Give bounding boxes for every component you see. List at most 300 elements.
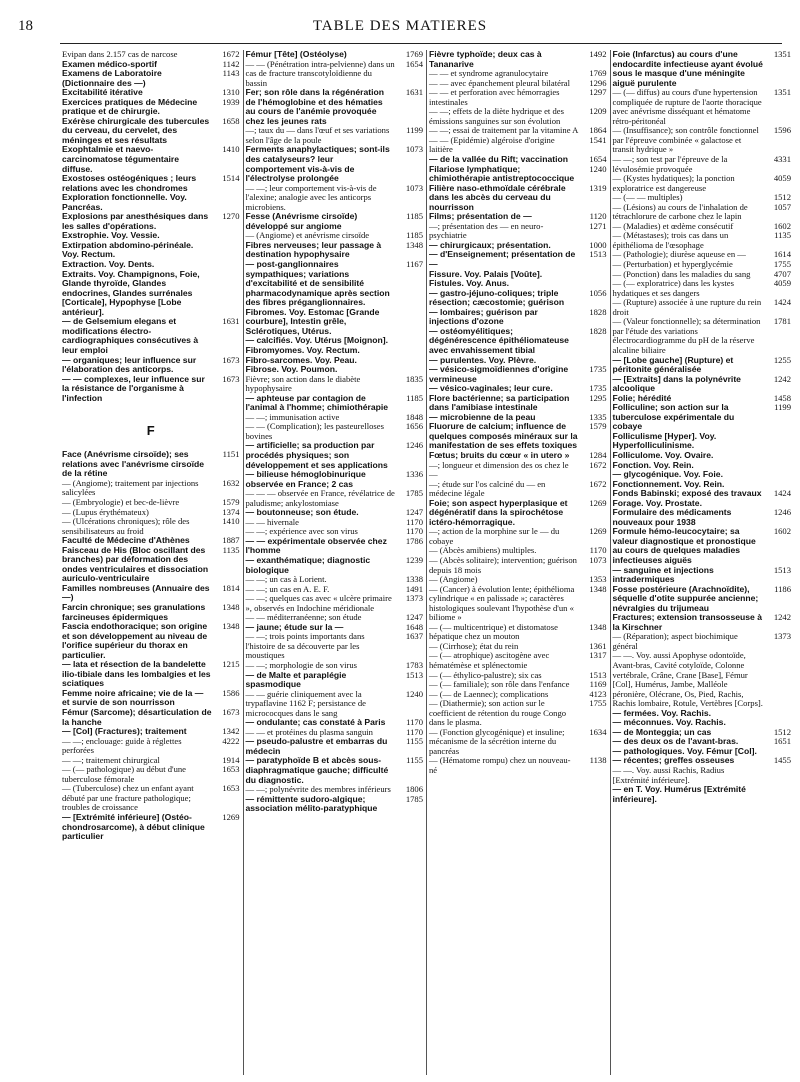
entry-text: Exostoses ostéogéniques ; leurs relations avec les chondromes <box>62 173 197 193</box>
entry-page-ref: 1410 <box>222 144 240 155</box>
entry-page-ref: 1151 <box>222 449 240 460</box>
index-entry <box>62 517 240 536</box>
entry-text: Fistules. Voy. Anus. <box>429 278 510 289</box>
entry-text: Extraits. Voy. Champignons, Foie, Glande thyroïde, Glandes endocrines, Glandes surrénales [Corticale], Hypophyse [Lobe antérieur]. <box>62 268 200 317</box>
entry-page-ref: 1270 <box>222 211 240 222</box>
entry-page-ref: 1654 <box>405 58 423 69</box>
index-entry <box>62 603 240 622</box>
entry-text: Fonds Babinski; exposé des travaux <box>612 488 762 499</box>
index-entry <box>246 394 424 413</box>
entry-page-ref: 1138 <box>589 755 607 766</box>
index-entry <box>62 270 240 318</box>
entry-page-ref: 1317 <box>589 650 607 661</box>
entry-text: Extirpation abdomino-périnéale. Voy. Rectum. <box>62 239 194 260</box>
entry-page-ref: 1185 <box>406 211 423 222</box>
entry-text: Examens de Laboratoire (Dictionnaire des —) <box>62 68 162 88</box>
entry-text: —; taux du — dans l'œuf et ses variations selon l'âge de la poule <box>245 125 390 145</box>
entry-text: — (Tuberculose) chez un enfant ayant débuté par une fracture pathologique; troubles de croissance <box>62 783 194 813</box>
entry-page-ref: 1170 <box>406 526 423 537</box>
entry-page-ref: 1492 <box>589 50 607 59</box>
index-entry <box>62 546 240 584</box>
entry-page-ref: 1602 <box>773 220 791 231</box>
entry-page-ref: 1073 <box>405 144 423 155</box>
index-entry <box>429 165 607 184</box>
entry-page-ref: 1602 <box>773 526 791 537</box>
entry-text: Formule hémo-leucocytaire; sa valeur diagnostique et pronostique au cours de quelques maladies infectieuses aiguës <box>612 526 756 565</box>
index-entry <box>246 489 424 508</box>
index-entry <box>62 660 240 689</box>
entry-text: Exploration fonctionnelle. Voy. Pancréas. <box>62 192 187 212</box>
entry-page-ref: 1000 <box>589 239 607 250</box>
entry-page-ref <box>763 451 791 461</box>
entry-text: Fascia endothoracique; son origine et son développement au niveau de l'orifice supérieur du thorax en particulier. <box>62 621 208 660</box>
entry-text: — (— exploratrice) dans les kystes hydatiques et ses dangers <box>612 278 734 298</box>
page-title: TABLE DES MATIERES <box>312 18 488 34</box>
index-column-2 <box>244 50 428 1075</box>
entry-text: Fibres nerveuses; leur passage à destination hypophysaire <box>245 239 382 260</box>
entry-text: — gastro-jéjuno-coliques; triple résection; cæcostomie; guérison <box>429 287 565 308</box>
entry-text: Fibro-sarcomes. Voy. Peau. <box>245 354 357 365</box>
entry-text: Exercices pratiques de Médecine pratique et de chirurgie. <box>62 96 198 117</box>
entry-page-ref: 1656 <box>405 421 423 432</box>
entry-page-ref: 1351 <box>773 87 791 98</box>
index-entry <box>429 651 607 670</box>
entry-text: — purulentes. Voy. Plèvre. <box>429 354 537 365</box>
entry-text: — aphteuse par contagion de l'animal à l'homme; chimiothérapie <box>245 392 389 413</box>
entry-text: Folliculome. Voy. Ovaire. <box>612 449 714 460</box>
index-entry <box>62 212 240 231</box>
entry-page-ref: 1458 <box>773 392 791 403</box>
index-entry <box>246 260 424 308</box>
entry-page-ref <box>395 308 423 337</box>
entry-text: — [Extrémité inférieure] (Ostéo-chondrosarcome), à début clinique particulier <box>62 812 205 842</box>
index-entry <box>613 632 792 651</box>
entry-text: — (Perturbation) et hyperglycémie <box>612 259 733 270</box>
page-header <box>18 18 782 44</box>
entry-text: — méconnues. Voy. Rachis. <box>612 717 726 728</box>
entry-text: Ferments anaphylactiques; sont-ils des catalyseurs? leur comportement vis-à-vis de l'électrolyse prolongée <box>245 144 390 184</box>
index-entry <box>613 585 792 614</box>
entry-page-ref: 1169 <box>589 679 607 690</box>
index-entry <box>429 480 607 499</box>
entry-text: — (Abcès solitaire); intervention; guérison depuis 18 mois <box>429 554 577 575</box>
entry-page-ref: 1336 <box>405 469 423 480</box>
index-entry <box>613 317 792 355</box>
entry-text: Fémur [Tête] (Ostéolyse) <box>245 50 347 59</box>
entry-text: — microbienne de la peau <box>429 411 536 422</box>
index-entry <box>429 499 607 528</box>
entry-page-ref: 1512 <box>773 726 791 737</box>
entry-text: Forage. Voy. Prostate. <box>612 497 702 508</box>
entry-page-ref: 1269 <box>589 497 607 508</box>
index-entry <box>613 298 792 317</box>
entry-page-ref: 1514 <box>222 173 240 184</box>
entry-page-ref: 1057 <box>773 201 791 212</box>
entry-text: Faculté de Médecine d'Athènes <box>62 535 190 546</box>
entry-text: Exstrophie. Voy. Vessie. <box>62 230 160 241</box>
entry-page-ref: 1887 <box>222 535 240 546</box>
index-entry <box>62 69 240 88</box>
entry-text: — (Diathermie); son action sur le coefficient de rétention du rouge Congo dans le plasma. <box>429 698 567 728</box>
entry-text: Fonctionnement. Voy. Rein. <box>612 478 725 489</box>
entry-text: Excitabilité itérative <box>62 87 143 98</box>
entry-page-ref: 1424 <box>773 297 791 308</box>
index-entry <box>246 212 424 231</box>
index-entry <box>429 623 607 642</box>
entry-text: — exanthématique; diagnostic biologique <box>245 554 371 575</box>
entry-text: Fissure. Voy. Palais [Voûte]. <box>429 268 543 279</box>
entry-page-ref: 1828 <box>589 306 607 317</box>
index-entry <box>613 279 792 298</box>
index-entry <box>429 50 607 69</box>
entry-text: — fermées. Voy. Rachis. <box>612 707 712 718</box>
entry-text: — (Angiome); traitement par injections salicylées <box>62 477 199 498</box>
index-entry <box>613 155 792 174</box>
entry-page-ref: 1073 <box>589 554 607 565</box>
index-entry <box>613 356 792 375</box>
entry-text: — de Monteggia; un cas <box>612 726 712 737</box>
index-entry <box>429 756 607 775</box>
entry-text: — —; enclouage: guide à réglettes perforées <box>62 735 182 756</box>
entry-page-ref: 1170 <box>406 516 423 527</box>
index-entry <box>613 203 792 222</box>
entry-text: — (Réparation); aspect biochimique général <box>612 631 738 651</box>
index-entry <box>429 88 607 107</box>
index-entry <box>62 450 240 479</box>
entry-page-ref: 1353 <box>589 574 607 585</box>
entry-text: — (Fonction glycogénique) et insuline; mécanisme de la sécrétion interne du pancréas <box>429 726 565 756</box>
index-entry <box>246 184 424 213</box>
entry-text: — boutonneuse; son étude. <box>245 507 359 518</box>
entry-text: — —; immunisation active <box>245 411 340 422</box>
index-entry <box>429 250 607 269</box>
index-entry <box>613 231 792 250</box>
index-entry <box>246 556 424 575</box>
index-entry <box>613 566 792 585</box>
entry-page-ref <box>395 346 423 356</box>
index-entry <box>246 756 424 785</box>
entry-text: — — avec épanchement pleural bilatéral <box>429 77 571 88</box>
index-entry <box>246 441 424 470</box>
entry-page-ref: 1673 <box>222 373 240 384</box>
entry-page-ref: 1269 <box>222 812 240 823</box>
entry-page-ref: 1631 <box>405 87 423 98</box>
entry-text: — de Gelsemium elegans et modifications électro-cardiographiques consécutives à leur emploi <box>62 316 199 355</box>
entry-text: — calcifiés. Voy. Utérus [Moignon]. <box>245 335 388 346</box>
entry-page-ref: 1541 <box>589 134 607 145</box>
index-column-1 <box>60 50 244 1075</box>
entry-text: — (Rupture) associée à une rupture du rein droit <box>612 297 762 317</box>
entry-text: Folie; hérédité <box>612 392 672 403</box>
entry-text: Exérèse chirurgicale des tubercules du cerveau, du cervelet, des méninges et ses résultats <box>62 115 210 145</box>
entry-page-ref: 1755 <box>773 259 791 270</box>
entry-page-ref <box>763 432 791 451</box>
index-entry <box>62 375 240 404</box>
entry-page-ref: 1513 <box>405 669 423 680</box>
entry-text: — — (Pénétration intra-pelvienne) dans un cas de fracture transcotyloïdienne du bassin <box>245 58 395 88</box>
index-entry <box>246 470 424 489</box>
entry-page-ref: 1755 <box>589 698 607 709</box>
entry-page-ref: 1631 <box>222 316 240 327</box>
entry-text: — de Malte et paraplégie spasmodique <box>245 669 347 690</box>
entry-text: Fibromyomes. Voy. Rectum. <box>245 344 360 355</box>
entry-page-ref: 1596 <box>773 125 791 136</box>
entry-text: — — et perforation avec hémorragies intestinales <box>429 87 560 107</box>
entry-page-ref: 1167 <box>406 259 423 270</box>
entry-text: Fièvre typhoïde; deux cas à Tananarive <box>429 50 542 69</box>
entry-page-ref: 1142 <box>222 58 240 69</box>
entry-page-ref: 1170 <box>406 726 423 737</box>
entry-page-ref: 1351 <box>773 50 791 59</box>
index-entry <box>62 765 240 784</box>
entry-page-ref: 1240 <box>589 163 607 174</box>
entry-text: Farcin chronique; ses granulations farcineuses épidermiques <box>62 601 206 622</box>
entry-page-ref: 1648 <box>405 621 423 632</box>
entry-page-ref: 1769 <box>589 68 607 79</box>
index-entry <box>429 527 607 546</box>
entry-text: — —; traitement chirurgical <box>62 754 160 765</box>
entry-page-ref: 1215 <box>222 659 240 670</box>
index-entry <box>429 461 607 480</box>
entry-page-ref: 4123 <box>589 688 607 699</box>
entry-text: — [Lobe gauche] (Rupture) et péritonite généralisée <box>612 354 734 375</box>
entry-page-ref: 1271 <box>589 220 607 231</box>
entry-text: — (Lésions) au cours de l'inhalation de tétrachlorure de carbone chez le lapin <box>612 201 748 222</box>
entry-text: Fémur (Sarcome); désarticulation de la hanche <box>62 707 212 727</box>
entry-page-ref <box>763 785 791 804</box>
entry-text: — (Insuffisance); son contrôle fonctionnel par l'épreuve combinée « galactose et transit hydrique » <box>612 125 759 155</box>
entry-text: — —; un cas en A. E. F. <box>245 583 330 594</box>
entry-page-ref: 1338 <box>405 574 423 585</box>
entry-text: — (Valeur fonctionnelle); sa détermination par l'étude des variations électrocardiogramme du pH de la réserve alcaline biliaire <box>612 316 761 355</box>
entry-page-ref: 1455 <box>773 755 791 766</box>
entry-page-ref: 1155 <box>406 736 423 747</box>
entry-page-ref <box>212 193 240 212</box>
entry-text: — —; quelques cas avec « ulcère primaire », observés en Indochine méridionale <box>245 593 392 613</box>
index-entry <box>62 784 240 813</box>
index-entry <box>62 737 240 756</box>
entry-text: — en T. Voy. Humérus [Extrémité inférieure]. <box>612 784 746 804</box>
entry-text: — (— diffus) au cours d'une hypertension compliquée de rupture de l'aorte thoracique avec anévrisme disséquant et hématome rétro-péritonéal <box>612 87 762 126</box>
entry-page-ref: 1781 <box>773 316 791 327</box>
entry-page-ref: 1632 <box>222 477 240 488</box>
index-entry <box>246 671 424 690</box>
entry-text: —; longueur et dimension des os chez le — <box>429 459 569 480</box>
index-entry <box>429 107 607 126</box>
entry-text: — post-ganglionnaires sympathiques; variations d'excitabilité et de sensibilité pharmacodynamique après section des fibres préganglionnaires. <box>245 259 390 308</box>
index-entry <box>613 375 792 394</box>
entry-text: — pseudo-palustre et embarras du médecin <box>245 736 388 756</box>
index-entry <box>62 174 240 193</box>
index-entry <box>62 98 240 117</box>
entry-text: Flore bactérienne; sa participation dans l'amibiase intestinale <box>429 392 570 413</box>
entry-text: Foie (Infarctus) au cours d'une endocardite infectieuse ayant évolué sous le masque d'une méningite aiguë purulente <box>612 50 763 88</box>
entry-text: — — (Epidémie) algéroise d'origine laitière <box>429 134 555 155</box>
entry-page-ref: 1373 <box>405 593 423 604</box>
entry-page-ref: 1491 <box>405 583 423 594</box>
entry-page-ref <box>395 336 423 346</box>
entry-page-ref: 1242 <box>773 373 791 384</box>
entry-page-ref: 1348 <box>589 583 607 594</box>
entry-text: — (— de Laennec); complications <box>429 688 549 699</box>
entry-page-ref: 1247 <box>405 612 423 623</box>
entry-text: Exophtalmie et naevo-carcinomatose tégumentaire diffuse. <box>62 144 180 174</box>
entry-text: — [Col] (Fractures); traitement <box>62 726 187 737</box>
entry-text: — récentes; greffes osseuses <box>612 755 735 766</box>
index-entry <box>429 289 607 308</box>
index-entry <box>62 317 240 355</box>
entry-text: Faisceau de His (Bloc oscillant des branches) par déformation des ondes ventriculaires et dissociation auriculo-ventriculaire <box>62 544 209 584</box>
entry-page-ref <box>212 270 240 318</box>
entry-page-ref: 1735 <box>589 383 607 394</box>
index-entry <box>613 508 792 527</box>
entry-text: —; étude sur l'os calciné du — en médecine légale <box>429 478 546 499</box>
entry-page-ref <box>212 260 240 270</box>
index-entry <box>246 537 424 556</box>
index-entry <box>246 594 424 613</box>
entry-text: — — (Complication); les pasteurelloses bovines <box>245 421 384 441</box>
entry-text: — (Cirrhose); état du rein <box>429 640 519 651</box>
index-entry <box>429 556 607 575</box>
entry-text: — —; leur comportement vis-à-vis de l'alexine; analogie avec les anticorps microbiens. <box>245 182 377 212</box>
entry-text: Formulaire des médicaments nouveaux pour 1938 <box>612 507 732 527</box>
index-entry <box>246 422 424 441</box>
index-entry <box>429 222 607 241</box>
entry-text: — glycogénique. Voy. Foie. <box>612 469 723 480</box>
entry-page-ref: 1864 <box>589 125 607 136</box>
entry-text: Femme noire africaine; vie de la — et survie de son nourrisson <box>62 687 204 708</box>
entry-text: — (Hématome rompu) chez un nouveau-né <box>429 755 571 776</box>
entry-text: — organiques; leur influence sur l'élaboration des anticorps. <box>62 354 197 375</box>
entry-page-ref: 4222 <box>222 735 240 746</box>
entry-page-ref: 1185 <box>406 392 423 403</box>
entry-page-ref: 1310 <box>222 87 240 98</box>
entry-text: — —. Voy. aussi Apophyse odontoïde, Avant-bras, Cavité cotyloïde, Colonne vertébrale, Crâne, Crane [Base], Fémur [Col], Humérus, Jambe, Malléole péronière, Olécrane, Os, Pied, Rachis, Rachis lombaire, Rotule, Vertèbres [Corps]. <box>612 650 763 709</box>
entry-page-ref: 1651 <box>773 736 791 747</box>
entry-text: — (— familiale); son rôle dans l'enfance <box>429 679 570 690</box>
entry-text: — (Ponction) dans les maladies du sang <box>612 268 751 279</box>
entry-text: — —; un cas à Lorient. <box>245 574 327 585</box>
entry-text: — bilieuse hémoglobinurique observée en France; 2 cas <box>245 469 366 489</box>
entry-page-ref: 1814 <box>222 582 240 593</box>
index-entry <box>429 728 607 757</box>
entry-text: — (Métastases); trois cas dans un épithélioma de l'œsophage <box>612 230 729 250</box>
entry-text: — —; essai de traitement par la vitamine A <box>429 125 579 136</box>
index-entry <box>246 145 424 183</box>
entry-text: —; action de la morphine sur le — du cobaye <box>429 526 560 546</box>
entry-text: — d'Enseignement; présentation de — <box>429 249 576 270</box>
entry-text: Extraction. Voy. Dents. <box>62 259 155 270</box>
entry-text: Familles nombreuses (Annuaire des —) <box>62 582 210 603</box>
entry-page-ref: 1914 <box>222 754 240 765</box>
index-entry <box>613 50 792 88</box>
entry-text: Explosions par anesthésiques dans les salles d'opérations. <box>62 211 209 231</box>
entry-text: — (Cancer) à évolution lente; épithélioma cylindrique « en palissade »; caractères histologiques soulevant l'hypothèse d'un « biliome » <box>429 583 575 623</box>
index-entry <box>429 585 607 623</box>
entry-text: Fractures; extension transosseuse à la Kirschner <box>612 612 762 632</box>
index-entry <box>429 308 607 327</box>
entry-page-ref <box>212 241 240 260</box>
entry-text: — ondulante; cas constaté à Paris <box>245 717 386 728</box>
entry-text: — —; trois points importants dans l'histoire de sa découverte par les moustiques <box>245 631 365 661</box>
entry-text: Filière naso-ethmoïdale cérébrale dans les abcès du cerveau du nourrisson <box>429 182 566 212</box>
index-entry <box>62 708 240 727</box>
entry-page-ref: 1579 <box>589 421 607 432</box>
entry-page-ref <box>763 470 791 480</box>
index-entry <box>246 88 424 126</box>
index-entry <box>62 479 240 498</box>
index-entry <box>62 813 240 842</box>
entry-page-ref <box>395 356 423 366</box>
entry-text: Evipan dans 2.157 cas de narcose <box>62 50 178 59</box>
entry-page-ref: 1056 <box>589 287 607 298</box>
index-entry <box>613 432 792 451</box>
entry-text: — pathologiques. Voy. Fémur [Col]. <box>612 745 757 756</box>
entry-text: — (— pathologique) au début d'une tuberculose fémorale <box>62 764 186 784</box>
entry-page-ref: 1828 <box>589 325 607 336</box>
entry-page-ref: 4331 <box>773 154 791 165</box>
entry-page-ref: 1848 <box>405 411 423 422</box>
entry-page-ref: 1143 <box>222 68 240 79</box>
entry-page-ref: 1512 <box>773 192 791 203</box>
index-entry <box>429 136 607 155</box>
entry-text: — [Extraits] dans la polynévrite alcoolique <box>612 373 741 394</box>
index-entry <box>62 117 240 146</box>
index-entry <box>429 699 607 728</box>
entry-text: — lata et résection de la bandelette ilio-tibiale dans les lombalgies et les sciatiques <box>62 659 211 689</box>
entry-page-ref: 1673 <box>222 707 240 717</box>
entry-page-ref: 1373 <box>773 631 791 642</box>
entry-text: — de la vallée du Rift; vaccination <box>429 154 568 165</box>
entry-page-ref: 1199 <box>774 402 791 413</box>
entry-text: — (— atrophique) ascitogène avec hématémèse et splénectomie <box>429 650 550 670</box>
entry-page-ref: 1269 <box>589 526 607 537</box>
entry-page-ref: 1361 <box>589 640 607 651</box>
entry-page-ref: 1654 <box>589 154 607 165</box>
entry-text: — — hivernale <box>245 516 299 527</box>
index-entry <box>613 613 792 632</box>
entry-text: — — méditerranéenne; son étude <box>245 612 362 623</box>
index-entry <box>62 241 240 260</box>
entry-text: — vésico-sigmoïdiennes d'origine vermineuse <box>429 364 569 384</box>
index-entry <box>246 375 424 394</box>
entry-page-ref: 1246 <box>405 440 423 451</box>
entry-text: — — et protéines du plasma sanguin <box>245 726 373 737</box>
entry-page-ref: 1335 <box>589 411 607 422</box>
entry-text: Fibrose. Voy. Poumon. <box>245 364 338 375</box>
entry-page-ref: 1672 <box>589 478 607 489</box>
index-entry <box>62 584 240 603</box>
entry-text: — vésico-vaginales; leur cure. <box>429 383 553 394</box>
entry-page-ref: 1735 <box>589 364 607 375</box>
index-entry <box>613 403 792 432</box>
entry-text: — — — observée en France, révélatrice de paludisme; ankylostomiase <box>245 488 395 508</box>
entry-page-ref: 1374 <box>222 506 240 517</box>
index-entry <box>62 356 240 375</box>
index-entry <box>429 184 607 213</box>
entry-text: — (Angiome) et anévrisme cirsoïde <box>245 230 370 241</box>
entry-text: Fièvre; son action dans le diabète hypophysaire <box>245 373 361 394</box>
entry-page-ref: 1614 <box>773 249 791 260</box>
index-entry <box>246 308 424 337</box>
entry-text: — (— éthylico-palustre); six cas <box>429 669 542 680</box>
entry-page-ref: 1786 <box>405 535 423 546</box>
entry-page-ref: 1255 <box>773 354 791 365</box>
entry-text: — (Angiome) <box>429 574 478 585</box>
entry-page-ref: 1785 <box>405 793 423 804</box>
entry-text: — — guérie cliniquement avec la trypaflavine 1162 F; persistance de micrococques dans le sang <box>245 688 366 718</box>
entry-page-ref: 1513 <box>589 669 607 680</box>
